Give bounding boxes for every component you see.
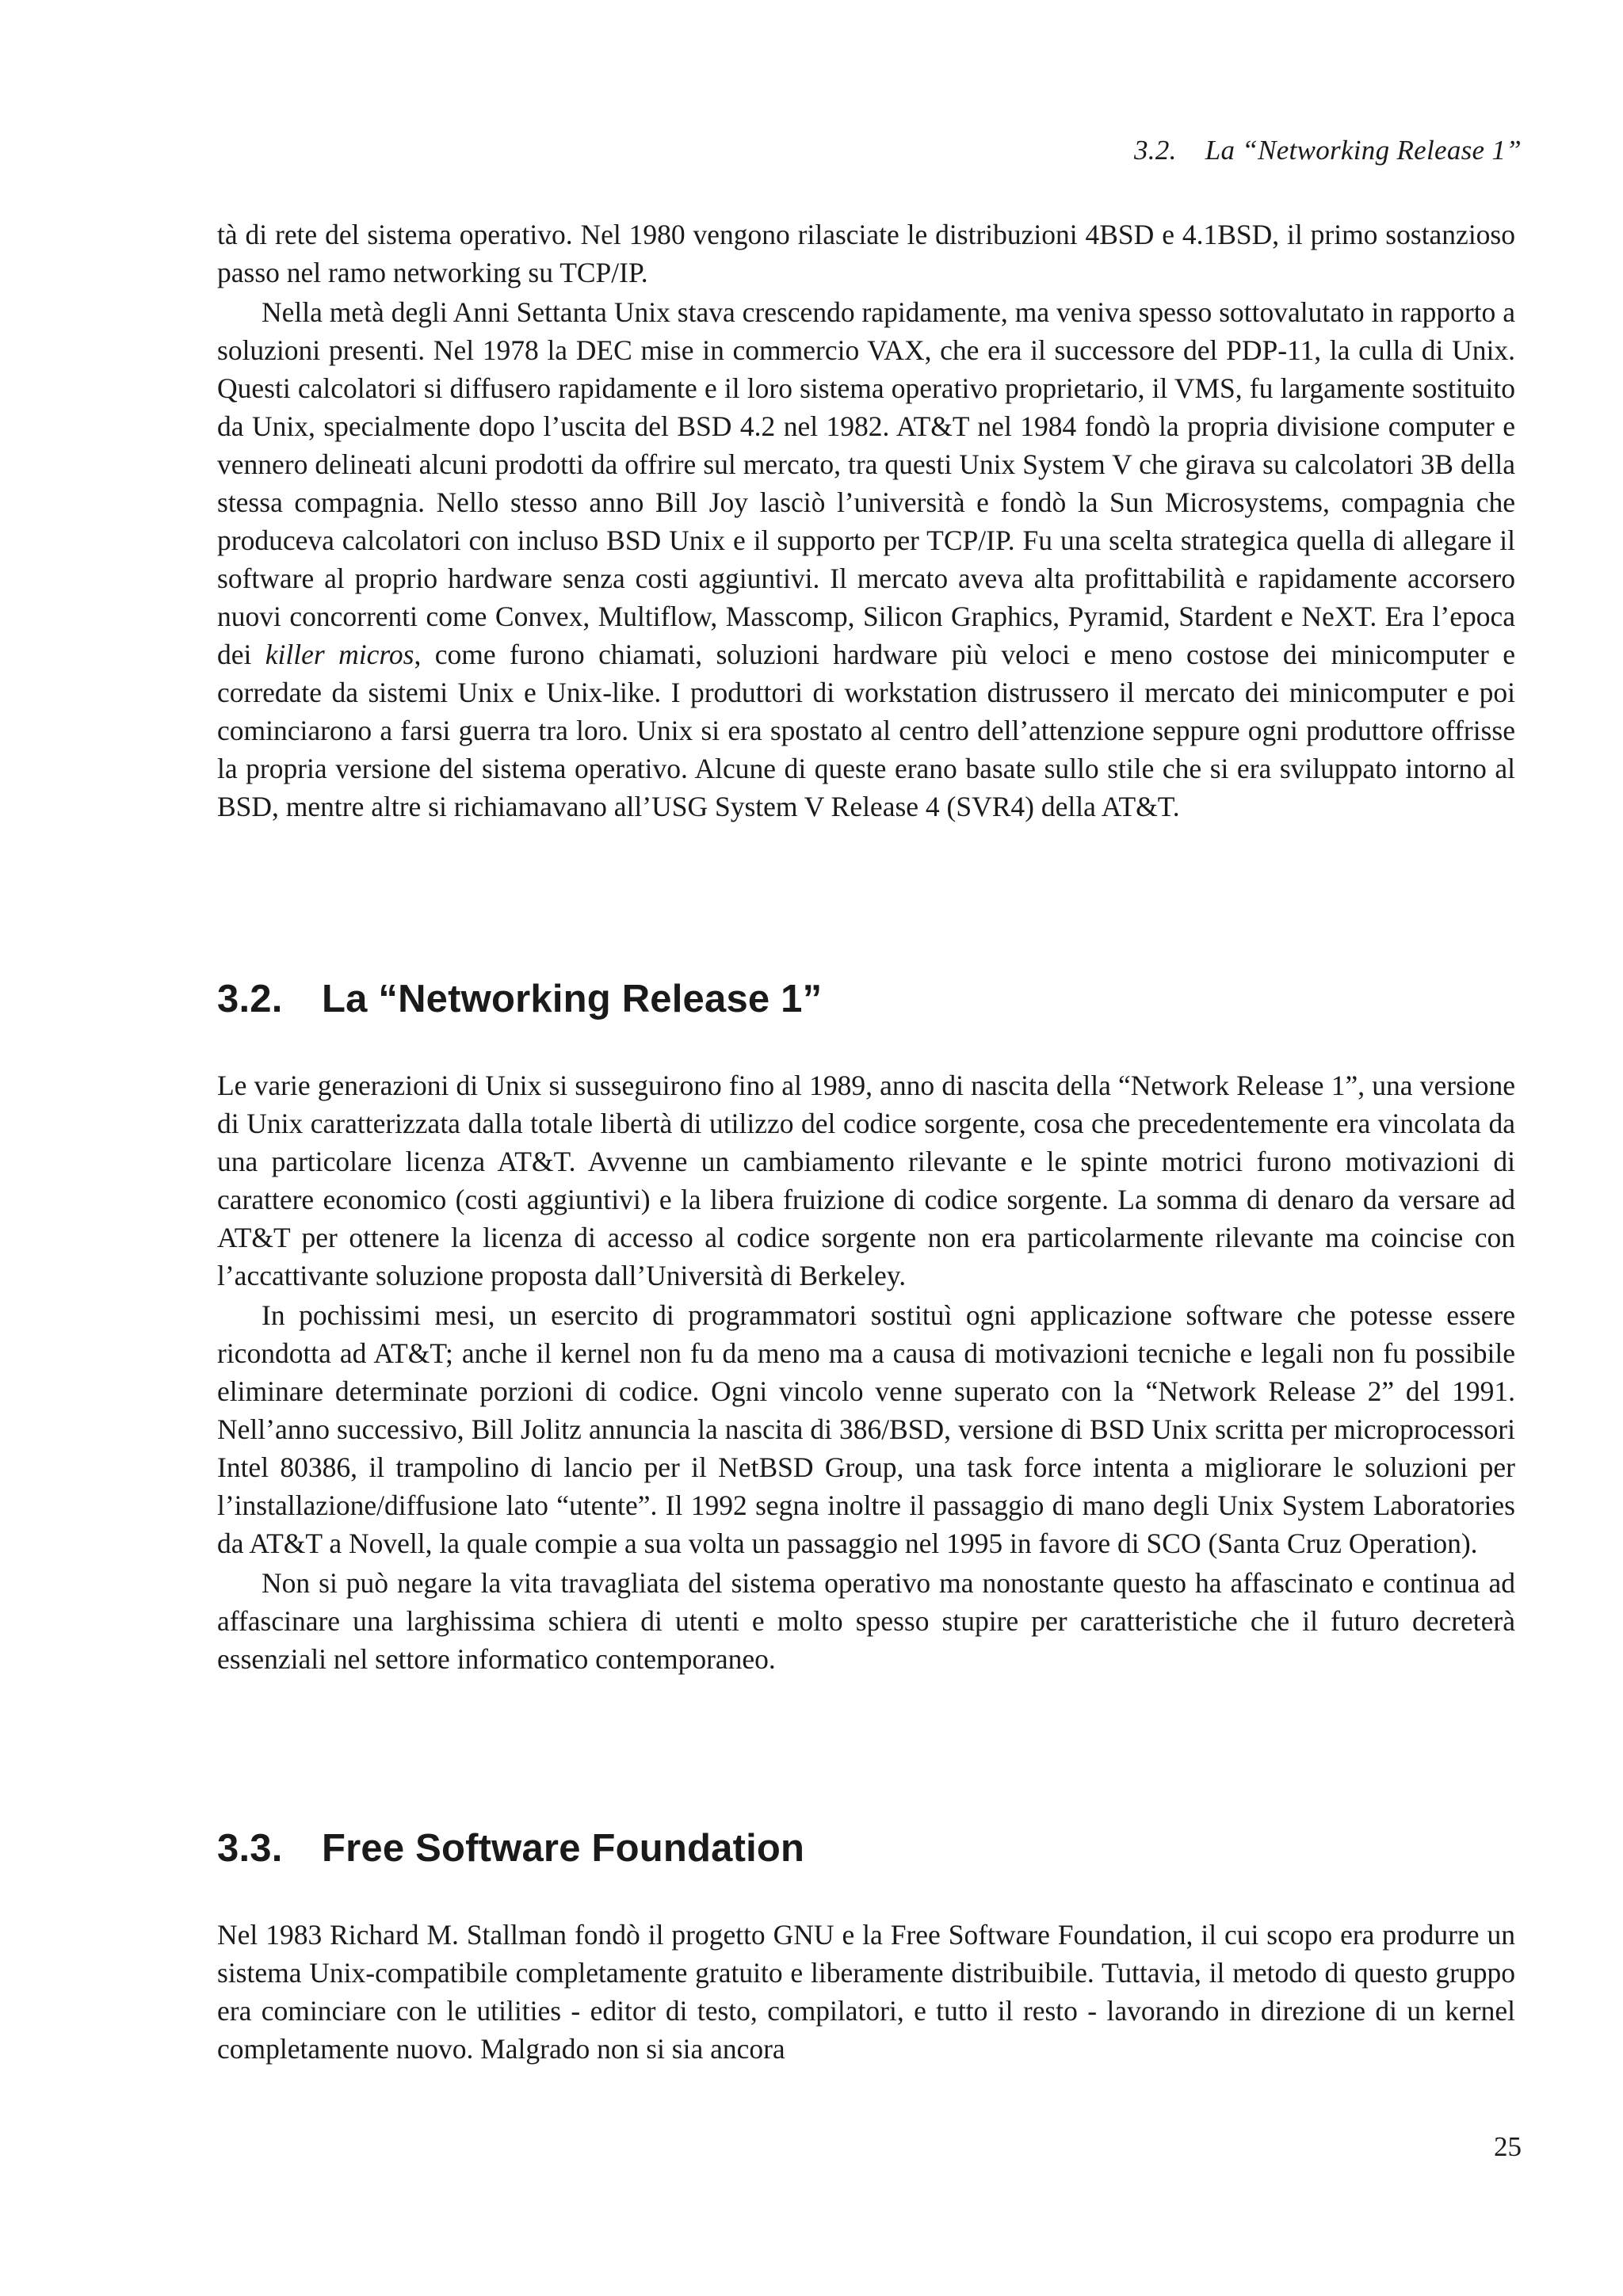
running-header (1134, 135, 1522, 166)
intro-p2-text-b: , come furono chiamati, soluzioni hardware più veloci e meno costose dei minicomputer e corredate da sistemi Unix e Unix-like. I produttori di workstation distrussero il mercato dei minicomputer e poi cominciarono a farsi guerra tra loro. Unix si era spostato al centro dell’attenzione seppure ogni produttore offrisse la propria versione del sistema operativo. Alcune di queste erano basate sullo stile che si era sviluppato intorno al BSD, mentre altre si richiamavano all’USG System V Release 4 (SVR4) della AT&T. (217, 639, 1515, 822)
section-3-3-title: Free Software Foundation (322, 1827, 805, 1870)
section-3-2-paragraph-3: Non si può negare la vita travagliata del sistema operativo ma nonostante questo ha affascinato e continua ad affascinare una larghissima schiera di utenti e molto spesso stupire per caratteristiche che il futuro decreterà essenziali nel settore informatico contemporaneo. (217, 1567, 1515, 1675)
section-3-3-number: 3.3. (217, 1827, 283, 1870)
section-3-3-heading (217, 1826, 804, 1871)
section-3-3-text-block (217, 1916, 1515, 2069)
section-3-2-number: 3.2. (217, 978, 283, 1020)
section-3-2-heading (217, 977, 822, 1021)
section-3-2-title: La “Networking Release 1” (322, 978, 823, 1020)
section-3-2-paragraph-2: In pochissimi mesi, un esercito di programmatori sostituì ogni applicazione software che potesse essere ricondotta ad AT&T; anche il kernel non fu da meno ma a causa di motivazioni tecniche e legali non fu possibile eliminare determinate porzioni di codice. Ogni vincolo venne superato con la “Network Release 2” del 1991. Nell’anno successivo, Bill Jolitz annuncia la nascita di 386/BSD, versione di BSD Unix scritta per microprocessori Intel 80386, il trampolino di lancio per il NetBSD Group, una task force intenta a migliorare le soluzioni per l’installazione/diffusione lato “utente”. Il 1992 segna inoltre il passaggio di mano degli Unix System Laboratories da AT&T a Novell, la quale compie a sua volta un passaggio nel 1995 in favore di SCO (Santa Cruz Operation). (217, 1299, 1515, 1559)
running-header-section-title: La “Networking Release 1” (1205, 135, 1522, 166)
intro-paragraph-1: tà di rete del sistema operativo. Nel 1980 vengono rilasciate le distribuzioni 4BSD e 4.1BSD, il primo sostanzioso passo nel ramo networking su TCP/IP. (217, 219, 1515, 288)
running-header-section-number: 3.2. (1133, 135, 1177, 166)
section-3-3-paragraph-1: Nel 1983 Richard M. Stallman fondò il progetto GNU e la Free Software Foundation, il cui scopo era produrre un sistema Unix-compatibile completamente gratuito e liberamente distribuibile. Tuttavia, il metodo di questo gruppo era cominciare con le utilities - editor di testo, compilatori, e tutto il resto - lavorando in direzione di un kernel completamente nuovo. Malgrado non si sia ancora (217, 1919, 1515, 2065)
section-3-2-paragraph-1: Le varie generazioni di Unix si susseguirono fino al 1989, anno di nascita della “Network Release 1”, una versione di Unix caratterizzata dalla totale libertà di utilizzo del codice sorgente, cosa che precedentemente era vincolata da una particolare licenza AT&T. Avvenne un cambiamento rilevante e le spinte motrici furono motivazioni di carattere economico (costi aggiuntivi) e la libera fruizione di codice sorgente. La somma di denaro da versare ad AT&T per ottenere la licenza di accesso al codice sorgente non era particolarmente rilevante ma coincise con l’accattivante soluzione proposta dall’Università di Berkeley. (217, 1070, 1515, 1291)
page-number: 25 (1494, 2131, 1522, 2162)
intro-p2-text-a: Nella metà degli Anni Settanta Unix stava crescendo rapidamente, ma veniva spesso sottovalutato in rapporto a soluzioni presenti. Nel 1978 la DEC mise in commercio VAX, che era il successore del PDP-11, la culla di Unix. Questi calcolatori si diffusero rapidamente e il loro sistema operativo proprietario, il VMS, fu largamente sostituito da Unix, specialmente dopo l’uscita del BSD 4.2 nel 1982. AT&T nel 1984 fondò la propria divisione computer e vennero delineati alcuni prodotti da offrire sul mercato, tra questi Unix System V che girava su calcolatori 3B della stessa compagnia. Nello stesso anno Bill Joy lasciò l’università e fondò la Sun Microsystems, compagnia che produceva calcolatori con incluso BSD Unix e il supporto per TCP/IP. Fu una scelta strategica quella di allegare il software al proprio hardware senza costi aggiuntivi. Il mercato aveva alta profittabilità e rapidamente accorsero nuovi concorrenti come Convex, Multiflow, Masscomp, Silicon Graphics, Pyramid, Stardent e NeXT. Era l’epoca dei (217, 296, 1515, 670)
section-3-2-text-block (217, 1066, 1515, 1680)
intro-paragraph-2 (217, 293, 1515, 826)
intro-text-block (217, 215, 1515, 827)
intro-p2-italic-term: killer micros (265, 639, 414, 670)
